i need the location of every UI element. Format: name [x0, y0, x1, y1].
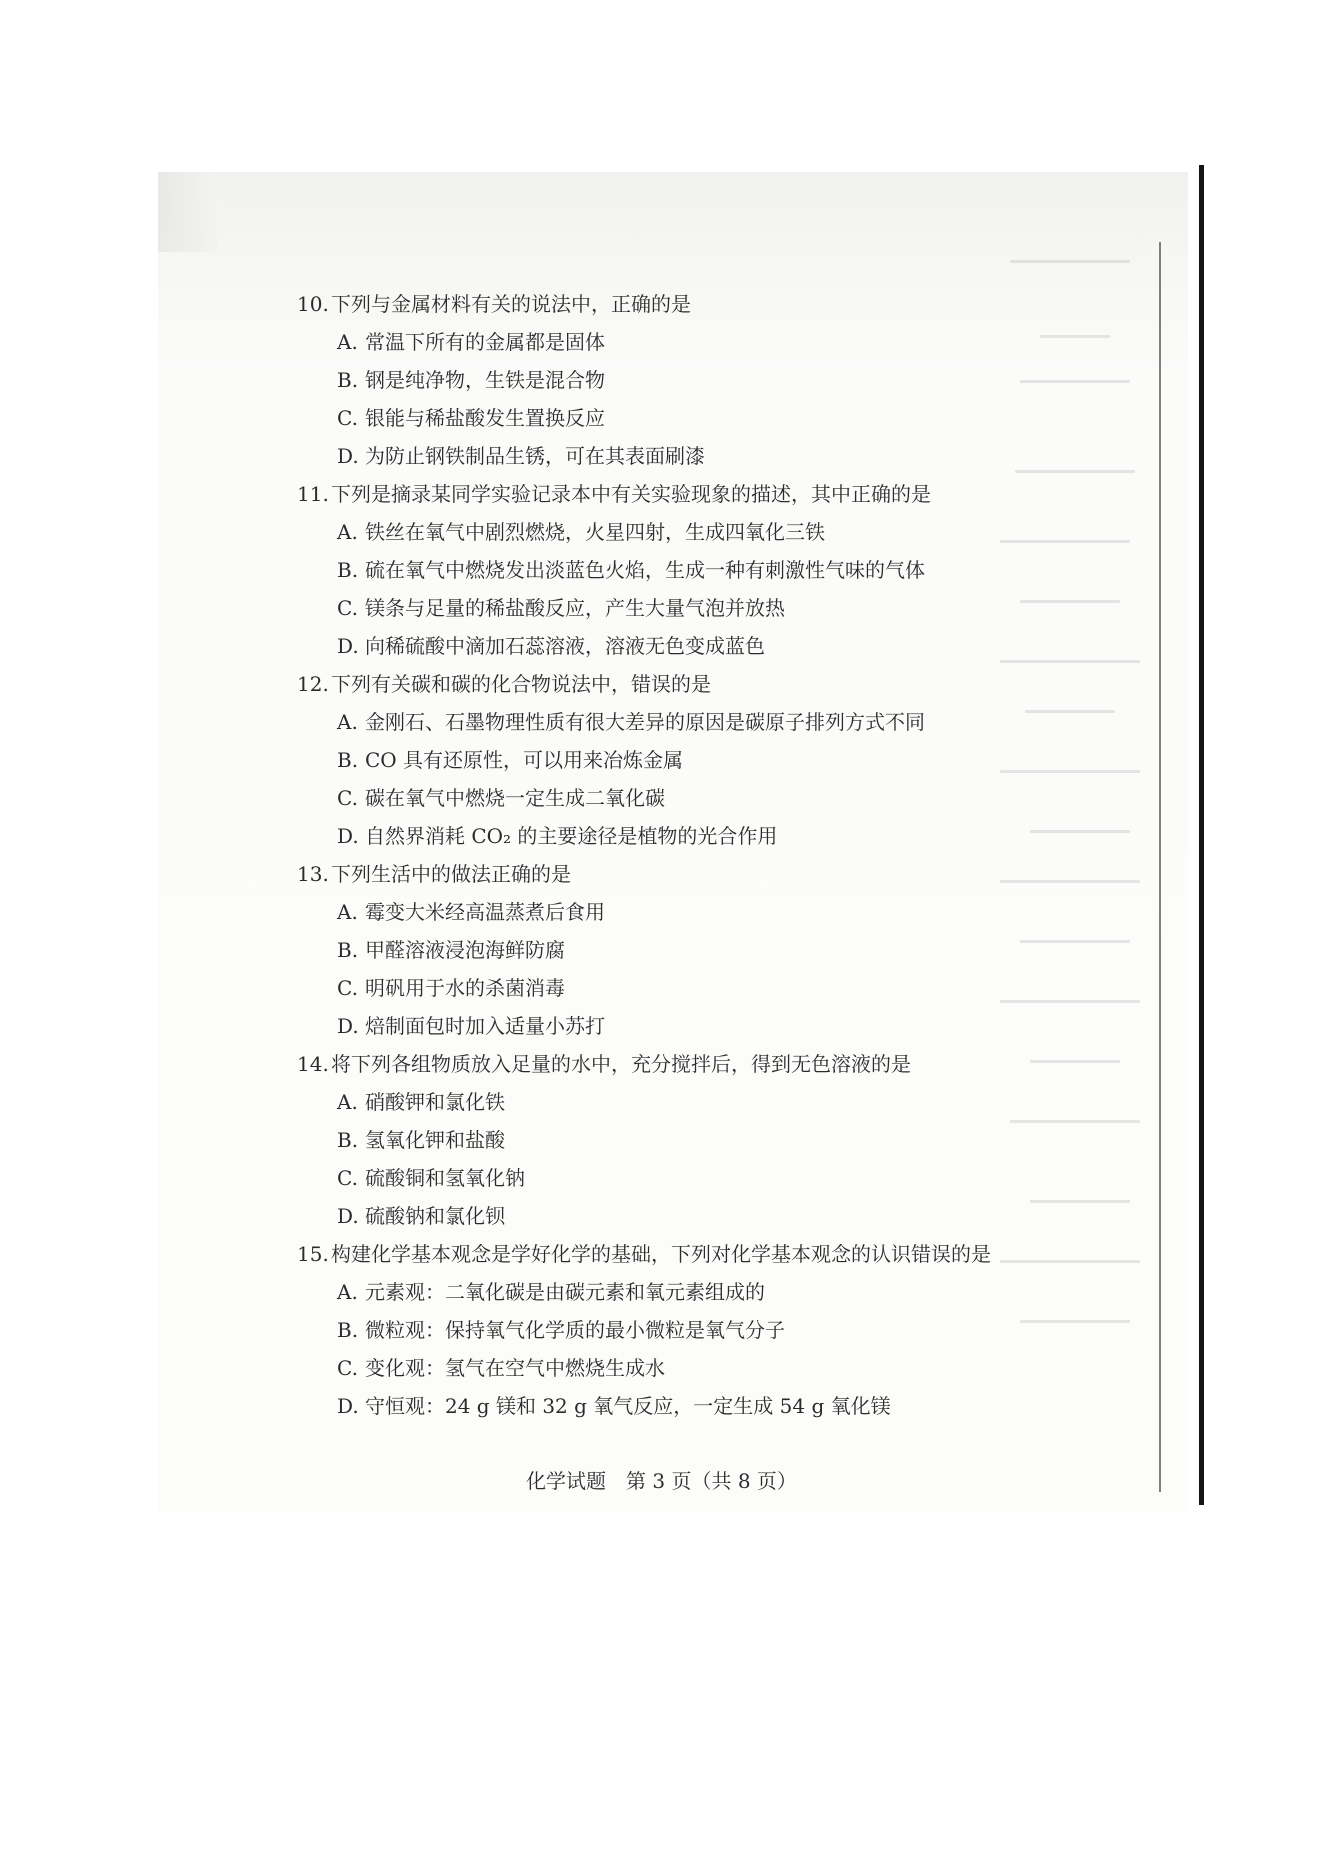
question-stem [297, 1235, 1157, 1273]
option-text: 硝酸钾和氯化铁 [365, 1090, 505, 1114]
question-stem [297, 1045, 1157, 1083]
option-b [297, 931, 1157, 969]
question-15 [297, 1235, 1157, 1425]
question-12 [297, 665, 1157, 855]
page-edge-line [1159, 242, 1161, 1492]
question-stem [297, 855, 1157, 893]
question-number: 13. [297, 862, 329, 886]
option-a [297, 893, 1157, 931]
option-letter: A. [337, 1090, 358, 1114]
option-letter: D. [337, 824, 359, 848]
option-d [297, 817, 1157, 855]
option-letter: A. [337, 710, 358, 734]
option-a [297, 703, 1157, 741]
question-list [297, 285, 1157, 1425]
question-13 [297, 855, 1157, 1045]
option-text: 守恒观：24 g 镁和 32 g 氧气反应，一定生成 54 g 氧化镁 [365, 1394, 891, 1418]
option-text: 变化观：氢气在空气中燃烧生成水 [365, 1356, 665, 1380]
question-stem [297, 475, 1157, 513]
option-a [297, 1273, 1157, 1311]
option-text: 元素观：二氧化碳是由碳元素和氧元素组成的 [365, 1280, 765, 1304]
option-letter: D. [337, 1014, 359, 1038]
option-letter: C. [337, 976, 358, 1000]
option-letter: B. [337, 1128, 359, 1152]
option-a [297, 323, 1157, 361]
option-letter: A. [337, 900, 358, 924]
option-letter: B. [337, 558, 359, 582]
question-number: 10. [297, 292, 329, 316]
option-letter: B. [337, 748, 359, 772]
option-letter: C. [337, 406, 358, 430]
option-c [297, 1159, 1157, 1197]
option-letter: C. [337, 1166, 358, 1190]
option-d [297, 1197, 1157, 1235]
question-11 [297, 475, 1157, 665]
option-letter: A. [337, 330, 358, 354]
option-b [297, 551, 1157, 589]
option-text: 硫酸铜和氢氧化钠 [365, 1166, 525, 1190]
option-letter: A. [337, 1280, 358, 1304]
option-text: 硫在氧气中燃烧发出淡蓝色火焰，生成一种有刺激性气味的气体 [365, 558, 925, 582]
option-text: 常温下所有的金属都是固体 [365, 330, 605, 354]
option-letter: B. [337, 368, 359, 392]
option-letter: D. [337, 444, 359, 468]
option-text: 金刚石、石墨物理性质有很大差异的原因是碳原子排列方式不同 [365, 710, 925, 734]
option-text: 银能与稀盐酸发生置换反应 [365, 406, 605, 430]
option-a [297, 1083, 1157, 1121]
option-d [297, 627, 1157, 665]
option-d [297, 1387, 1157, 1425]
question-number: 15. [297, 1242, 329, 1266]
option-a [297, 513, 1157, 551]
option-text: 钢是纯净物，生铁是混合物 [365, 368, 605, 392]
option-letter: D. [337, 634, 359, 658]
option-text: 焙制面包时加入适量小苏打 [365, 1014, 605, 1038]
question-text: 下列生活中的做法正确的是 [331, 862, 571, 886]
option-text: 硫酸钠和氯化钡 [365, 1204, 505, 1228]
option-text: 自然界消耗 CO₂ 的主要途径是植物的光合作用 [365, 824, 778, 848]
option-c [297, 589, 1157, 627]
option-letter: C. [337, 786, 358, 810]
option-text: 霉变大米经高温蒸煮后食用 [365, 900, 605, 924]
option-letter: B. [337, 938, 359, 962]
option-c [297, 399, 1157, 437]
option-text: 氢氧化钾和盐酸 [365, 1128, 505, 1152]
option-c [297, 779, 1157, 817]
option-letter: C. [337, 596, 358, 620]
option-text: 明矾用于水的杀菌消毒 [365, 976, 565, 1000]
question-number: 14. [297, 1052, 329, 1076]
question-number: 12. [297, 672, 329, 696]
question-number: 11. [297, 482, 329, 506]
option-text: 向稀硫酸中滴加石蕊溶液，溶液无色变成蓝色 [365, 634, 765, 658]
page-footer: 化学试题 第 3 页（共 8 页） [526, 1469, 797, 1493]
option-letter: B. [337, 1318, 359, 1342]
question-text: 将下列各组物质放入足量的水中，充分搅拌后，得到无色溶液的是 [331, 1052, 911, 1076]
option-b [297, 741, 1157, 779]
question-text: 下列是摘录某同学实验记录本中有关实验现象的描述，其中正确的是 [331, 482, 931, 506]
option-b [297, 361, 1157, 399]
option-d [297, 437, 1157, 475]
option-text: CO 具有还原性，可以用来冶炼金属 [365, 748, 684, 772]
question-text: 构建化学基本观念是学好化学的基础，下列对化学基本观念的认识错误的是 [331, 1242, 991, 1266]
option-text: 微粒观：保持氧气化学质的最小微粒是氧气分子 [365, 1318, 785, 1342]
option-text: 甲醛溶液浸泡海鲜防腐 [365, 938, 565, 962]
option-d [297, 1007, 1157, 1045]
option-text: 为防止钢铁制品生锈，可在其表面刷漆 [365, 444, 705, 468]
option-text: 镁条与足量的稀盐酸反应，产生大量气泡并放热 [365, 596, 785, 620]
option-c [297, 1349, 1157, 1387]
question-10 [297, 285, 1157, 475]
paper-fold-shadow [158, 172, 218, 252]
question-stem [297, 285, 1157, 323]
option-letter: C. [337, 1356, 358, 1380]
question-text: 下列与金属材料有关的说法中，正确的是 [331, 292, 691, 316]
question-stem [297, 665, 1157, 703]
option-letter: D. [337, 1204, 359, 1228]
option-c [297, 969, 1157, 1007]
option-letter: D. [337, 1394, 359, 1418]
option-letter: A. [337, 520, 358, 544]
option-b [297, 1121, 1157, 1159]
page-edge-bar [1199, 165, 1204, 1505]
question-14 [297, 1045, 1157, 1235]
option-b [297, 1311, 1157, 1349]
option-text: 碳在氧气中燃烧一定生成二氧化碳 [365, 786, 665, 810]
question-text: 下列有关碳和碳的化合物说法中，错误的是 [331, 672, 711, 696]
option-text: 铁丝在氧气中剧烈燃烧，火星四射，生成四氧化三铁 [365, 520, 825, 544]
